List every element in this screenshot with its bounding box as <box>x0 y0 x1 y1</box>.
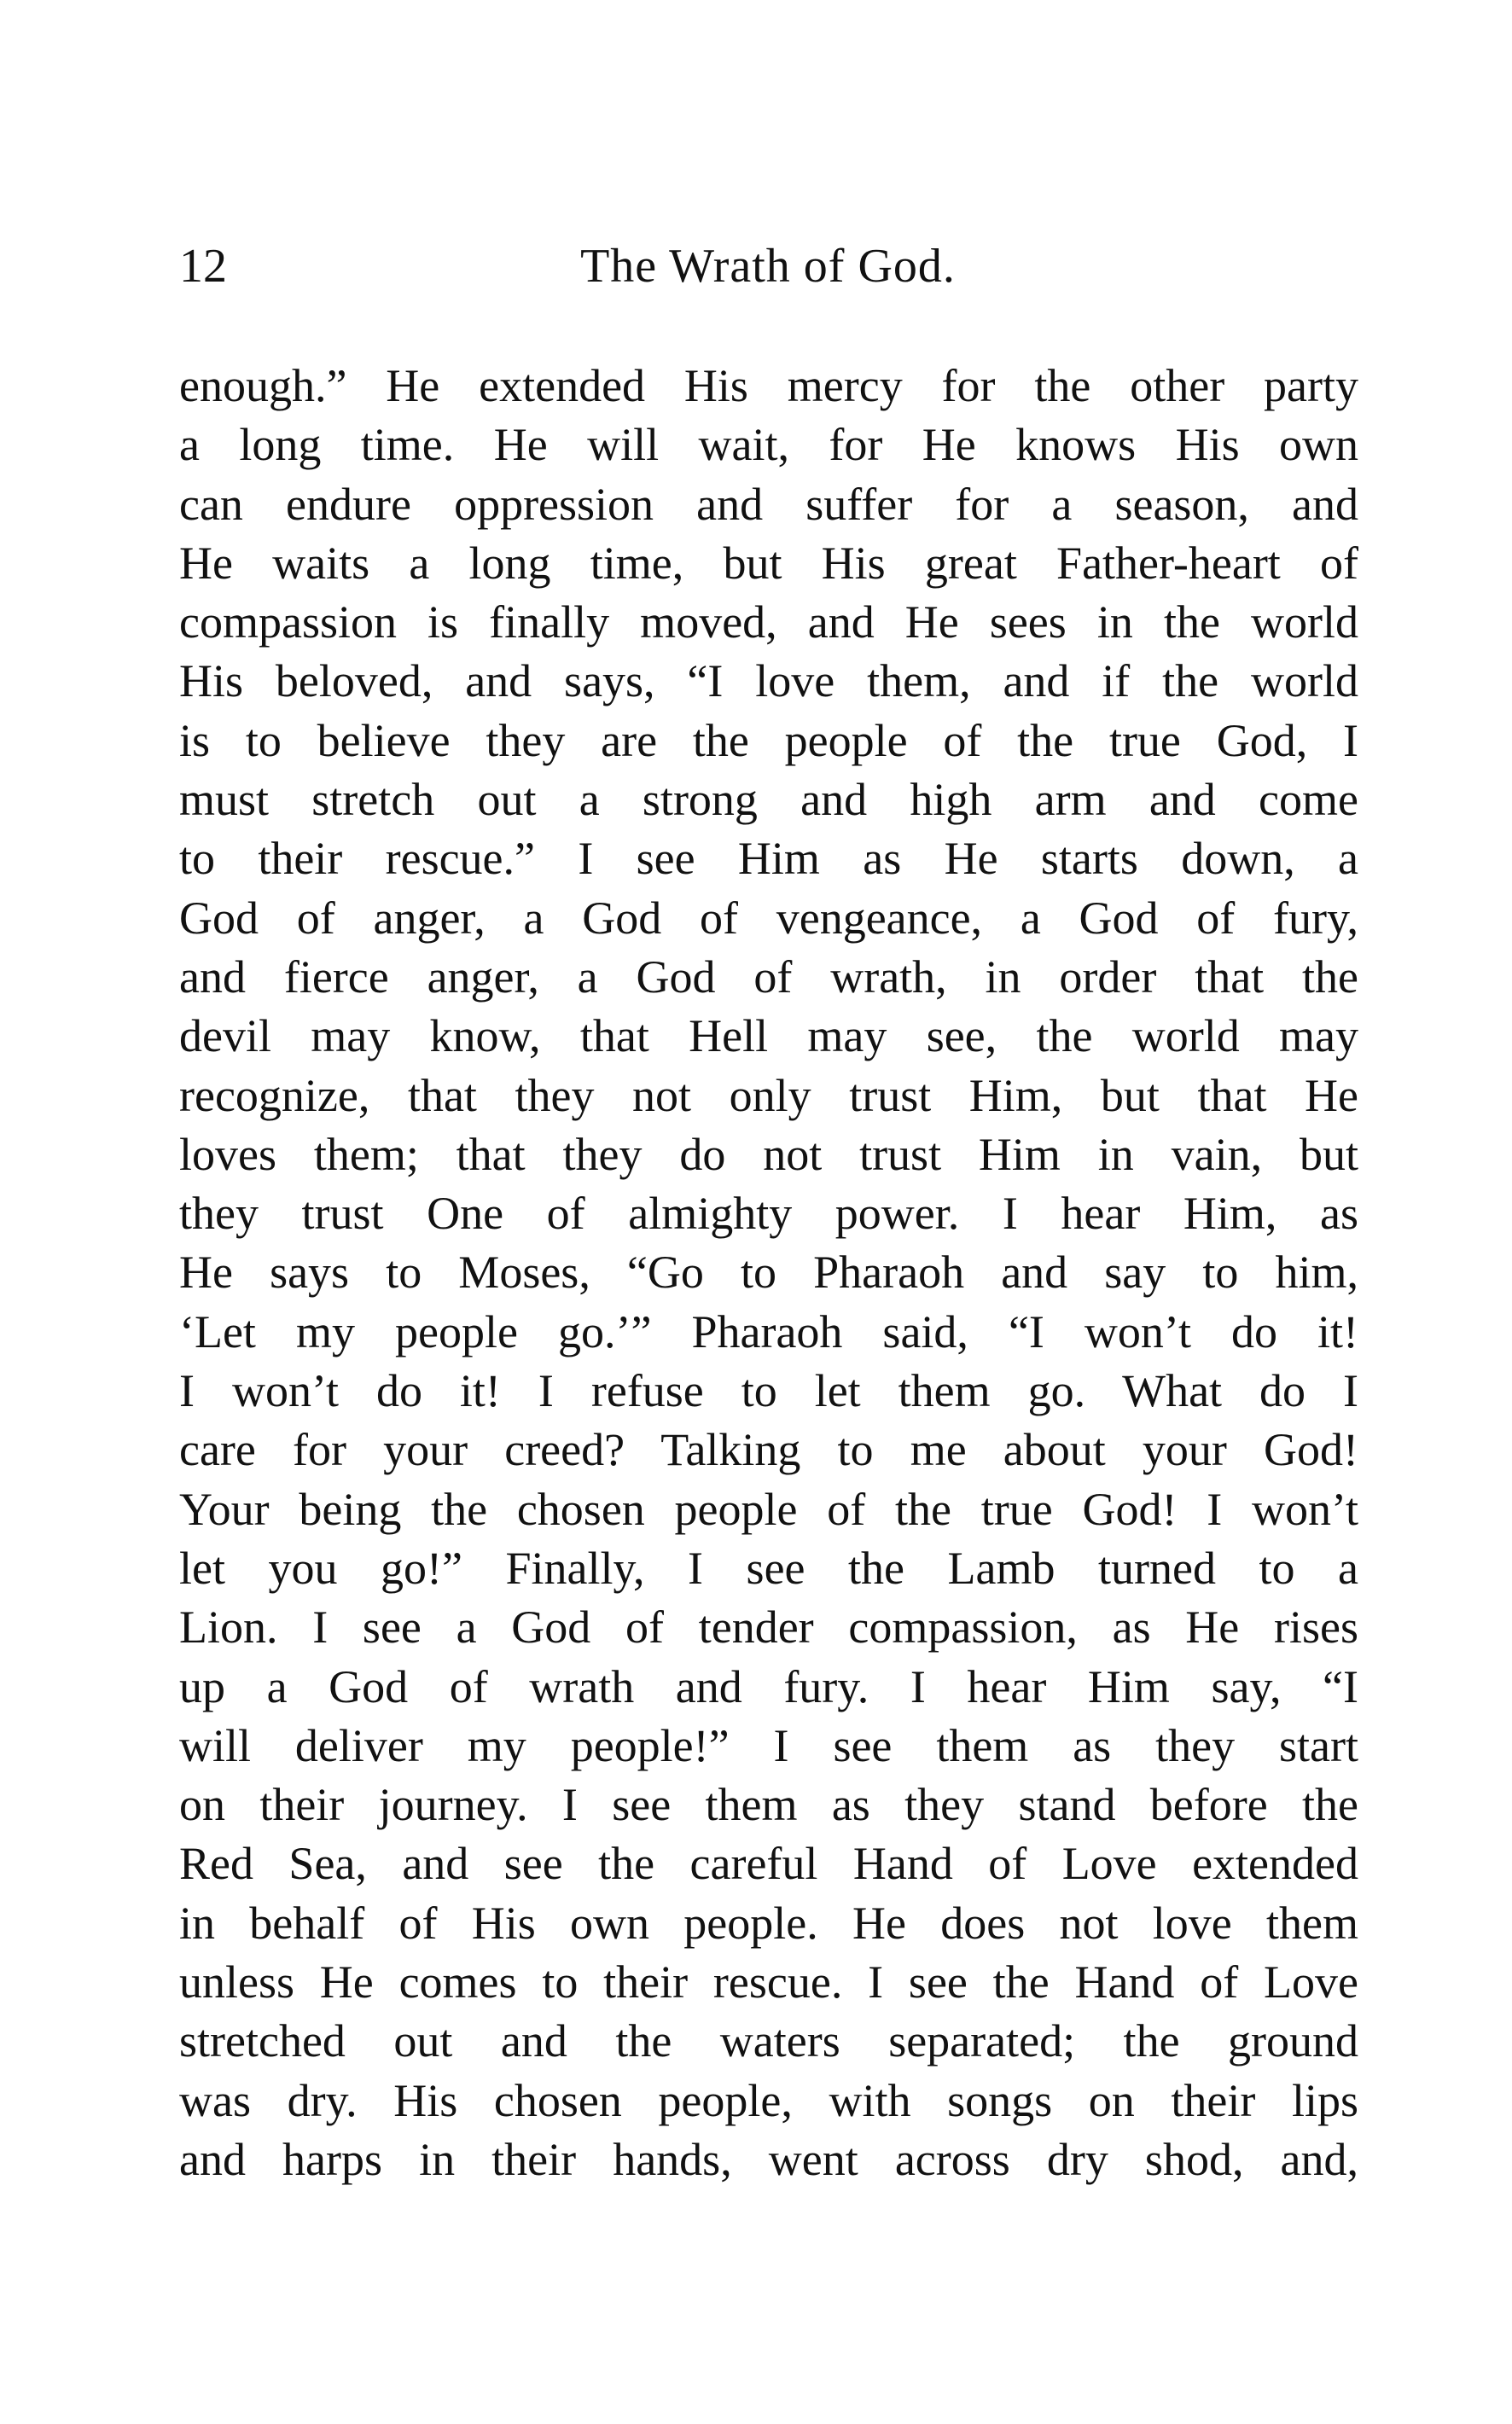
page-header <box>179 232 1357 300</box>
text-line: Your being the chosen people of the true God! I won’t <box>179 1483 1358 1535</box>
text-line: and harps in their hands, went across dry shod, and, <box>179 2133 1358 2185</box>
text-line: stretched out and the waters separated; the ground <box>179 2015 1358 2067</box>
text-line: on their journey. I see them as they stand before the <box>179 1779 1358 1831</box>
text-line: loves them; that they do not trust Him in vain, but <box>179 1128 1358 1180</box>
text-line: up a God of wrath and fury. I hear Him say, “I <box>179 1660 1358 1712</box>
text-line: will deliver my people!” I see them as they start <box>179 1719 1358 1771</box>
text-line: was dry. His chosen people, with songs on their lips <box>179 2074 1358 2126</box>
text-line: recognize, that they not only trust Him, but that He <box>179 1069 1358 1121</box>
text-line: His beloved, and says, “I love them, and if the world <box>179 655 1358 707</box>
text-line: God of anger, a God of vengeance, a God of fury, <box>179 892 1358 944</box>
text-line: can endure oppression and suffer for a season, and <box>179 478 1358 530</box>
text-line: compassion is finally moved, and He sees in the world <box>179 596 1358 648</box>
body-text <box>179 357 1358 2189</box>
text-line: and fierce anger, a God of wrath, in order that the <box>179 950 1358 1003</box>
text-line: a long time. He will wait, for He knows His own <box>179 419 1358 471</box>
text-line: ‘Let my people go.’” Pharaoh said, “I won’t do it! <box>179 1305 1358 1357</box>
text-line: to their rescue.” I see Him as He starts down, a <box>179 833 1358 885</box>
text-line: care for your creed? Talking to me about your God! <box>179 1424 1358 1476</box>
text-line: He says to Moses, “Go to Pharaoh and say to him, <box>179 1247 1358 1299</box>
text-line: Lion. I see a God of tender compassion, as He rises <box>179 1601 1358 1654</box>
text-line: He waits a long time, but His great Father-heart of <box>179 537 1358 589</box>
text-line: must stretch out a strong and high arm and come <box>179 774 1358 826</box>
text-line: I won’t do it! I refuse to let them go. What do I <box>179 1365 1358 1417</box>
text-line: they trust One of almighty power. I hear Him, as <box>179 1188 1358 1240</box>
text-line: is to believe they are the people of the true God, I <box>179 714 1358 766</box>
text-line: unless He comes to their rescue. I see the Hand of Love <box>179 1956 1358 2008</box>
text-line: Red Sea, and see the careful Hand of Love extended <box>179 1838 1358 1890</box>
text-line: enough.” He extended His mercy for the other party <box>179 360 1358 411</box>
page-number: 12 <box>179 240 227 293</box>
running-title: The Wrath of God. <box>580 240 956 293</box>
text-line: let you go!” Finally, I see the Lamb turned to a <box>179 1542 1358 1594</box>
text-line: devil may know, that Hell may see, the world may <box>179 1010 1358 1062</box>
text-line: in behalf of His own people. He does not love them <box>179 1897 1358 1949</box>
